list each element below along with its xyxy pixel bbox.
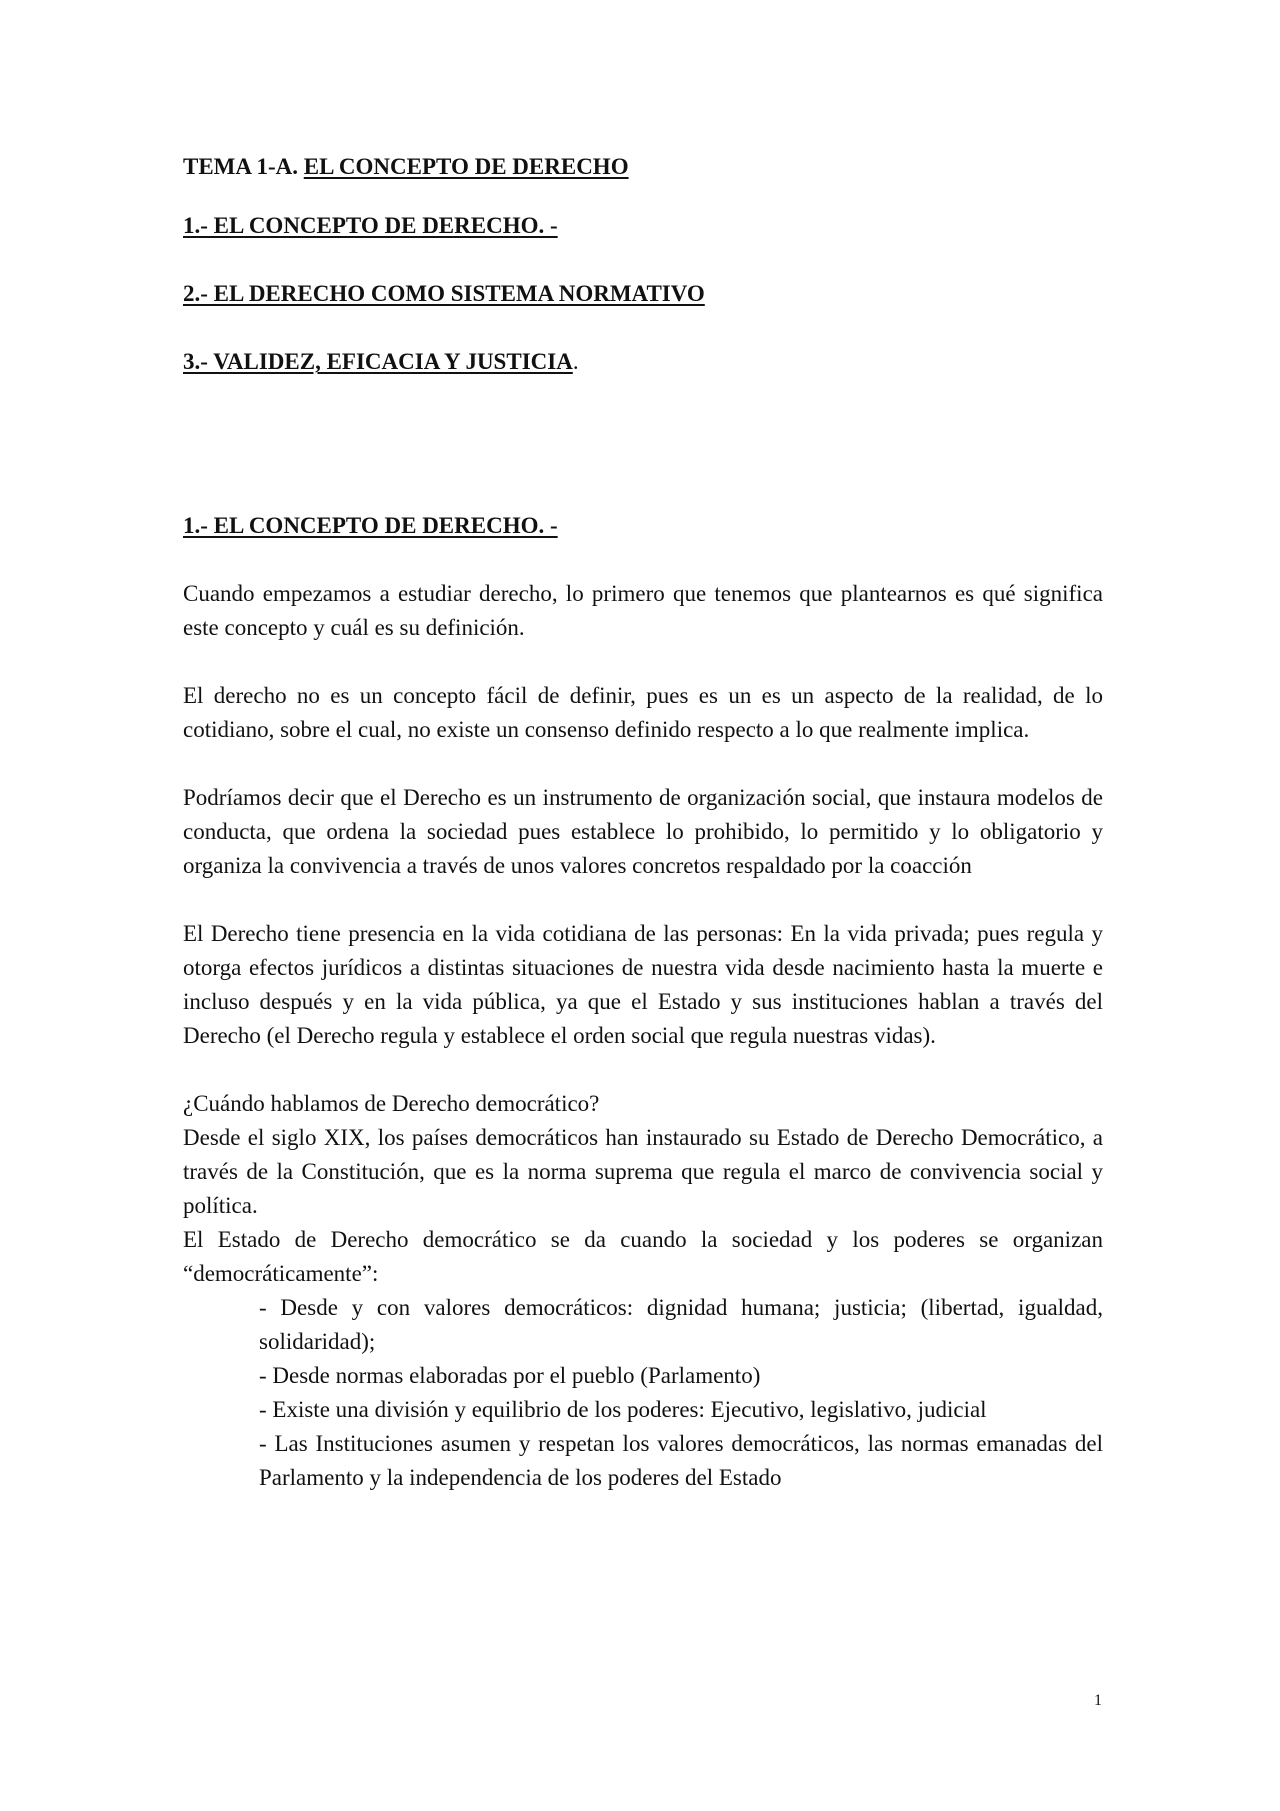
page-number: 1	[1094, 1692, 1102, 1709]
toc-item-1	[183, 209, 1103, 243]
list-item: - Desde normas elaboradas por el pueblo (Parlamento)	[259, 1363, 761, 1388]
list-item: - Las Instituciones asumen y respetan los valores democráticos, las normas emanadas del Parlamento y la independencia de los poderes del Estado	[259, 1431, 1103, 1490]
paragraph-4: El Derecho tiene presencia en la vida cotidiana de las personas: En la vida privada; pues regula y otorga efectos jurídicos a distintas situaciones de nuestra vida desde nacimiento hasta la muerte e incluso después y en la vida pública, ya que el Estado y sus instituciones hablan a través del Derecho (el Derecho regula y establece el orden social que regula nuestras vidas).	[183, 921, 1103, 1048]
toc-item-1-text: 1.- EL CONCEPTO DE DERECHO. -	[183, 213, 558, 238]
document-title	[183, 150, 1103, 184]
paragraph-1: Cuando empezamos a estudiar derecho, lo primero que tenemos que plantearnos es qué significa este concepto y cuál es su definición.	[183, 581, 1103, 640]
toc-item-3-text: 3.- VALIDEZ, EFICACIA Y JUSTICIA	[183, 349, 573, 374]
democratic-criteria-list	[259, 1291, 1103, 1495]
title-prefix: TEMA 1-A.	[183, 154, 298, 179]
democratic-paragraph-1: Desde el siglo XIX, los países democráticos han instaurado su Estado de Derecho Democrático, a través de la Constitución, que es la norma suprema que regula el marco de convivencia social y política.	[183, 1125, 1103, 1218]
toc-item-2-text: 2.- EL DERECHO COMO SISTEMA NORMATIVO	[183, 281, 705, 306]
democratic-question: ¿Cuándo hablamos de Derecho democrático?	[183, 1091, 600, 1116]
page-content	[183, 150, 1103, 1495]
list-item: - Existe una división y equilibrio de los poderes: Ejecutivo, legislativo, judicial	[259, 1397, 987, 1422]
democratic-paragraph-2: El Estado de Derecho democrático se da cuando la sociedad y los poderes se organizan “democráticamente”:	[183, 1227, 1103, 1286]
paragraph-3: Podríamos decir que el Derecho es un instrumento de organización social, que instaura modelos de conducta, que ordena la sociedad pues establece lo prohibido, lo permitido y lo obligatorio y organiza la convivencia a través de unos valores concretos respaldado por la coacción	[183, 785, 1103, 878]
toc-item-3	[183, 345, 1103, 379]
paragraph-2: El derecho no es un concepto fácil de definir, pues es un es un aspecto de la realidad, de lo cotidiano, sobre el cual, no existe un consenso definido respecto a lo que realmente implica.	[183, 683, 1103, 742]
section-1-heading-text: 1.- EL CONCEPTO DE DERECHO. -	[183, 513, 558, 538]
toc-item-3-suffix: .	[572, 349, 579, 374]
title-main: EL CONCEPTO DE DERECHO	[303, 154, 629, 179]
list-item: - Desde y con valores democráticos: dignidad humana; justicia; (libertad, igualdad, solidaridad);	[259, 1295, 1103, 1354]
section-1-heading	[183, 509, 1103, 543]
toc-item-2	[183, 277, 1103, 311]
